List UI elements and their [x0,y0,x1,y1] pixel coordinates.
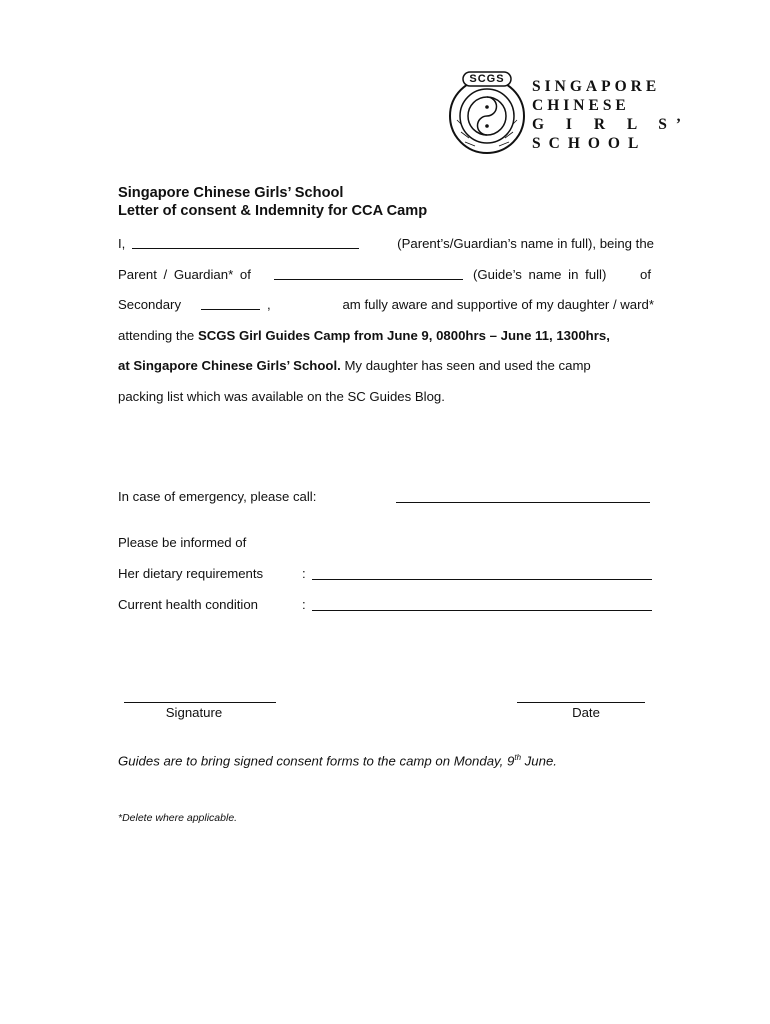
signature-line[interactable] [124,702,276,703]
note-text-before: Guides are to bring signed consent forms to the camp on Monday, 9 [118,753,515,769]
logo-badge-text: SCGS [469,73,505,85]
logo-name-line-4: SCHOOL [532,135,647,152]
line3-comma: , [267,297,271,312]
logo-name-line-3: G I R L S’ [532,116,691,133]
line6: packing list which was available on the SC Guides Blog. [118,389,445,404]
logo-name-line-1: SINGAPORE [532,78,661,95]
health-label: Current health condition [118,597,259,612]
date-line[interactable] [517,702,645,703]
inform-heading: Please be informed of [118,535,247,550]
date-label: Date [572,705,600,720]
camp-dates-bold: SCGS Girl Guides Camp from June 9, 0800hrs – June 11, 1300hrs, [197,328,610,343]
line5-normal: My daughter has seen and used the camp [340,358,591,373]
line5 [118,358,591,374]
dietary-requirements-blank[interactable] [312,579,652,580]
guide-name-blank[interactable] [274,279,463,280]
line3-suffix: am fully aware and supportive of my daughter / ward* [342,297,654,312]
dietary-colon: : [302,566,306,581]
dietary-label: Her dietary requirements [118,566,264,581]
line4 [118,328,610,344]
footnote: *Delete where applicable. [118,812,238,824]
line4-normal: attending the [118,328,198,343]
line1-suffix: (Parent’s/Guardian’s name in full), being the [397,236,654,251]
line2-end: of [640,267,651,282]
health-colon: : [302,597,306,612]
line3-prefix: Secondary [118,297,182,312]
emergency-contact-blank[interactable] [396,502,650,503]
signature-label: Signature [165,705,223,720]
line2-prefix: Parent / Guardian* of [118,267,251,282]
line1-prefix: I, [118,236,126,251]
emergency-label: In case of emergency, please call: [118,489,317,504]
parent-name-blank[interactable] [132,248,359,249]
note-text-after: June. [521,753,557,769]
secondary-level-blank[interactable] [201,309,260,310]
form-title: Letter of consent & Indemnity for CCA Camp [118,203,428,219]
note-superscript: th [514,753,522,762]
camp-venue-bold: at Singapore Chinese Girls’ School. [118,358,341,373]
line2-suffix: (Guide’s name in full) [473,267,607,282]
school-name-heading: Singapore Chinese Girls’ School [118,185,344,201]
logo-name-line-2: CHINESE [532,97,630,114]
health-condition-blank[interactable] [312,610,652,611]
consent-form-note [118,750,557,769]
